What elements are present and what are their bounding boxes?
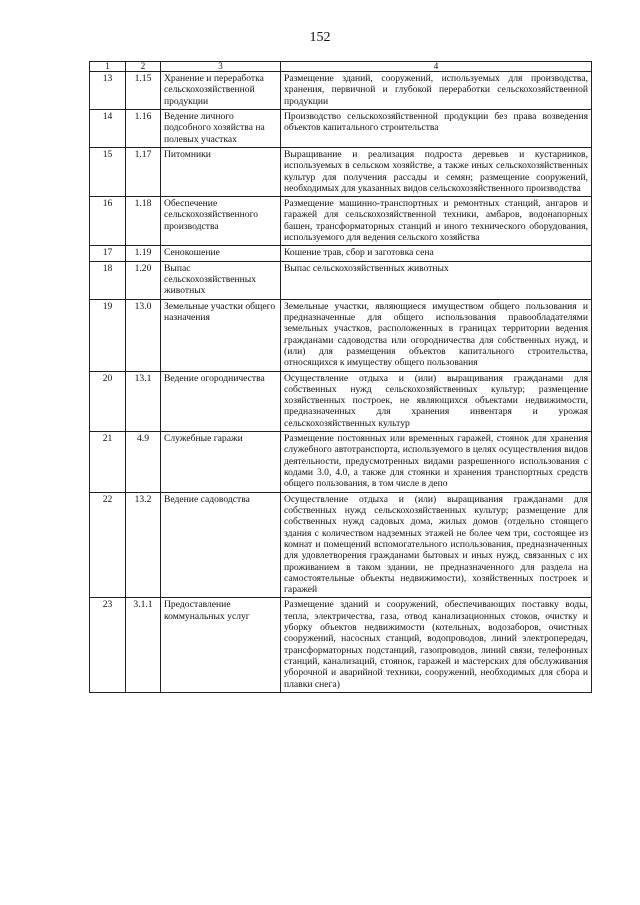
table-row	[90, 299, 592, 371]
description-cell: Земельные участки, являющиеся имуществом общего пользования и предназначенные для общего использования правообладателями земельных участков, расположенных в границах территории ведения гражданами садоводства или огородничества для собственных нужд, и (или) для размещения объектов капитального строительства, относящихся к имуществу общего пользования	[281, 299, 592, 371]
code-cell: 1.15	[126, 72, 161, 110]
header-row	[90, 62, 592, 72]
use-name-cell: Обеспечение сельскохозяйственного производства	[161, 197, 281, 246]
table-body	[90, 72, 592, 693]
row-number-cell: 22	[90, 492, 126, 598]
table-row	[90, 432, 592, 493]
use-name-cell: Ведение личного подсобного хозяйства на полевых участках	[161, 109, 281, 147]
use-name-cell: Питомники	[161, 147, 281, 196]
row-number-cell: 19	[90, 299, 126, 371]
description-cell: Размещение зданий, сооружений, используемых для производства, хранения, первичной и глубокой переработки сельскохозяйственной продукции	[281, 72, 592, 110]
description-cell: Кошение трав, сбор и заготовка сена	[281, 246, 592, 261]
table-row	[90, 246, 592, 261]
description-cell: Выращивание и реализация подроста деревьев и кустарников, используемых в сельском хозяйстве, а также иных сельскохозяйственных культур для получения рассады и семян; размещение сооружений, необходимых для указанных видов сельскохозяйственного производства	[281, 147, 592, 196]
land-use-table	[89, 61, 592, 693]
use-name-cell: Хранение и переработка сельскохозяйственной продукции	[161, 72, 281, 110]
row-number-cell: 14	[90, 109, 126, 147]
row-number-cell: 23	[90, 598, 126, 693]
use-name-cell: Ведение огородничества	[161, 371, 281, 432]
code-cell: 1.20	[126, 261, 161, 299]
description-cell: Осуществление отдыха и (или) выращивания гражданами для собственных нужд сельскохозяйственных культур; размещение хозяйственных построек, не являющихся объектами недвижимости, предназначенных для хранения инвентаря и урожая сельскохозяйственных культур	[281, 371, 592, 432]
use-name-cell: Сенокошение	[161, 246, 281, 261]
description-cell: Размещение машинно-транспортных и ремонтных станций, ангаров и гаражей для сельскохозяйственной техники, амбаров, водонапорных башен, трансформаторных станций и иного технического оборудования, используемого для ведения сельского хозяйства	[281, 197, 592, 246]
use-name-cell: Предоставление коммунальных услуг	[161, 598, 281, 693]
code-cell: 1.18	[126, 197, 161, 246]
code-cell: 13.0	[126, 299, 161, 371]
code-cell: 1.16	[126, 109, 161, 147]
header-cell: 4	[281, 62, 592, 72]
table-row	[90, 261, 592, 299]
use-name-cell: Земельные участки общего назначения	[161, 299, 281, 371]
description-cell: Выпас сельскохозяйственных животных	[281, 261, 592, 299]
table-row	[90, 109, 592, 147]
description-cell: Размещение зданий и сооружений, обеспечивающих поставку воды, тепла, электричества, газа, отвод канализационных стоков, очистку и уборку объектов недвижимости (котельных, водозаборов, очистных сооружений, насосных станций, водопроводов, линий электропередач, трансформаторных подстанций, газопроводов, линий связи, телефонных станций, канализаций, стоянок, гаражей и мастерских для обслуживания уборочной и аварийной техники, сооружений, необходимых для сбора и плавки снега)	[281, 598, 592, 693]
code-cell: 3.1.1	[126, 598, 161, 693]
use-name-cell: Ведение садоводства	[161, 492, 281, 598]
code-cell: 1.19	[126, 246, 161, 261]
row-number-cell: 17	[90, 246, 126, 261]
header-cell: 1	[90, 62, 126, 72]
use-name-cell: Выпас сельскохозяйственных животных	[161, 261, 281, 299]
row-number-cell: 16	[90, 197, 126, 246]
row-number-cell: 21	[90, 432, 126, 493]
header-cell: 2	[126, 62, 161, 72]
description-cell: Осуществление отдыха и (или) выращивания гражданами для собственных нужд сельскохозяйственных культур; размещение для собственных нужд садовых дома, жилых домов (отдельно стоящего здания с количеством надземных этажей не более чем три, состоящее из комнат и помещений вспомогательного использования, предназначенных для удовлетворения гражданами бытовых и иных нужд, связанных с их проживанием в таком здании, не предназначенного для раздела на самостоятельные объекты недвижимости), хозяйственных построек и гаражей	[281, 492, 592, 598]
row-number-cell: 13	[90, 72, 126, 110]
header-cell: 3	[161, 62, 281, 72]
description-cell: Производство сельскохозяйственной продукции без права возведения объектов капитального строительства	[281, 109, 592, 147]
table-row	[90, 492, 592, 598]
table-row	[90, 371, 592, 432]
code-cell: 1.17	[126, 147, 161, 196]
table-row	[90, 72, 592, 110]
table-row	[90, 598, 592, 693]
code-cell: 4.9	[126, 432, 161, 493]
code-cell: 13.1	[126, 371, 161, 432]
description-cell: Размещение постоянных или временных гаражей, стоянок для хранения служебного автотранспорта, используемого в целях осуществления видов деятельности, предусмотренных видами разрешенного использования с кодами 3.0, 4.0, а также для стоянки и хранения транспортных средств общего пользования, в том числе в депо	[281, 432, 592, 493]
table-row	[90, 147, 592, 196]
code-cell: 13.2	[126, 492, 161, 598]
row-number-cell: 15	[90, 147, 126, 196]
use-name-cell: Служебные гаражи	[161, 432, 281, 493]
table-row	[90, 197, 592, 246]
row-number-cell: 20	[90, 371, 126, 432]
page-number: 152	[309, 30, 331, 45]
row-number-cell: 18	[90, 261, 126, 299]
